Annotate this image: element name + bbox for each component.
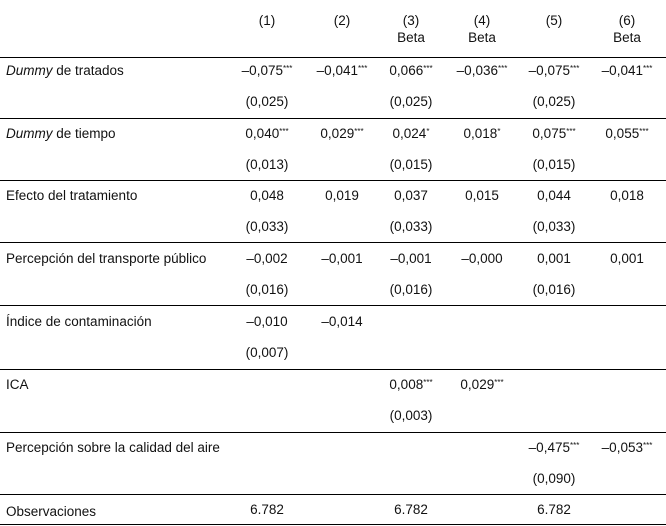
std-error-cell: (0,033) xyxy=(245,219,289,234)
std-error-cell: (0,016) xyxy=(389,282,433,297)
coefficient-cell: 0,029*** xyxy=(320,126,364,141)
coefficient-cell: –0,475*** xyxy=(528,440,580,455)
coefficient-cell: 0,048 xyxy=(250,188,284,203)
significance-stars: *** xyxy=(494,378,504,387)
coefficient-cell: 0,066*** xyxy=(389,63,433,78)
row-label: Dummy de tratados xyxy=(6,63,124,78)
significance-stars: *** xyxy=(282,64,293,73)
column-subtitle: Beta xyxy=(468,30,496,45)
std-error-cell: (0,090) xyxy=(532,471,576,486)
coefficient-cell: 0,001 xyxy=(610,251,644,266)
coefficient-cell: 0,055*** xyxy=(605,126,649,141)
coefficient-cell: –0,000 xyxy=(461,251,503,266)
coefficient-cell: –0,010 xyxy=(246,314,288,329)
observations-value: 6.782 xyxy=(250,502,284,517)
row-label-italic: Dummy xyxy=(6,126,53,141)
observations-value: 6.782 xyxy=(537,502,571,517)
significance-stars: *** xyxy=(423,64,433,73)
std-error-cell: (0,015) xyxy=(389,157,433,172)
coefficient-cell: 0,029*** xyxy=(460,377,504,392)
std-error-cell: (0,003) xyxy=(389,408,433,423)
significance-stars: * xyxy=(497,127,501,136)
coefficient-cell: –0,014 xyxy=(321,314,363,329)
coefficient-cell: 0,018 xyxy=(610,188,644,203)
row-divider xyxy=(0,432,666,433)
std-error-cell: (0,025) xyxy=(245,94,289,109)
column-number: (3) xyxy=(402,13,420,28)
significance-stars: *** xyxy=(566,127,576,136)
significance-stars: *** xyxy=(423,378,433,387)
row-label: Índice de contaminación xyxy=(6,314,152,329)
significance-stars: *** xyxy=(354,127,364,136)
coefficient-cell: –0,002 xyxy=(246,251,288,266)
std-error-cell: (0,033) xyxy=(532,219,576,234)
column-header xyxy=(452,12,512,46)
coefficient-cell: –0,001 xyxy=(321,251,363,266)
row-label-italic: Dummy xyxy=(6,63,53,78)
coefficient-cell: 0,015 xyxy=(465,188,499,203)
coefficient-cell: 0,001 xyxy=(537,251,571,266)
column-header xyxy=(597,12,657,46)
column-number: (6) xyxy=(618,13,636,28)
row-divider xyxy=(0,524,666,525)
column-subtitle: Beta xyxy=(613,30,641,45)
significance-stars: *** xyxy=(642,441,653,450)
coefficient-cell: 0,024* xyxy=(392,126,430,141)
coefficient-cell: 0,040*** xyxy=(245,126,289,141)
coefficient-cell: 0,018* xyxy=(463,126,501,141)
column-subtitle: Beta xyxy=(397,30,425,45)
row-divider xyxy=(0,180,666,181)
row-label: Dummy de tiempo xyxy=(6,126,116,141)
std-error-cell: (0,025) xyxy=(389,94,433,109)
row-divider xyxy=(0,242,666,243)
significance-stars: *** xyxy=(569,64,580,73)
coefficient-cell: 0,008*** xyxy=(389,377,433,392)
column-number: (1) xyxy=(258,13,276,28)
coefficient-cell: –0,075*** xyxy=(528,63,580,78)
coefficient-cell: –0,041*** xyxy=(316,63,368,78)
std-error-cell: (0,016) xyxy=(245,282,289,297)
observations-value: 6.782 xyxy=(394,502,428,517)
significance-stars: *** xyxy=(279,127,289,136)
std-error-cell: (0,013) xyxy=(245,157,289,172)
column-number: (5) xyxy=(545,13,563,28)
row-divider xyxy=(0,369,666,370)
std-error-cell: (0,033) xyxy=(389,219,433,234)
row-label: ICA xyxy=(6,377,29,392)
coefficient-cell: –0,041*** xyxy=(601,63,653,78)
std-error-cell: (0,007) xyxy=(245,345,289,360)
row-label: Percepción sobre la calidad del aire xyxy=(6,440,220,455)
column-header xyxy=(312,12,372,29)
std-error-cell: (0,016) xyxy=(532,282,576,297)
std-error-cell: (0,025) xyxy=(532,94,576,109)
row-divider xyxy=(0,305,666,306)
row-label: Efecto del tratamiento xyxy=(6,188,138,203)
observations-label: Observaciones xyxy=(6,504,97,519)
coefficient-cell: –0,036*** xyxy=(456,63,508,78)
column-number: (4) xyxy=(473,13,491,28)
row-divider xyxy=(0,57,666,58)
column-header xyxy=(237,12,297,29)
significance-stars: *** xyxy=(357,64,368,73)
column-header xyxy=(381,12,441,46)
coefficient-cell: –0,001 xyxy=(390,251,432,266)
row-divider xyxy=(0,118,666,119)
coefficient-cell: 0,075*** xyxy=(532,126,576,141)
column-number: (2) xyxy=(333,13,351,28)
coefficient-cell: 0,037 xyxy=(394,188,428,203)
column-header xyxy=(524,12,584,29)
coefficient-cell: –0,075*** xyxy=(241,63,293,78)
row-divider xyxy=(0,494,666,495)
significance-stars: *** xyxy=(639,127,649,136)
significance-stars: *** xyxy=(497,64,508,73)
coefficient-cell: 0,044 xyxy=(537,188,571,203)
coefficient-cell: 0,019 xyxy=(325,188,359,203)
significance-stars: *** xyxy=(642,64,653,73)
significance-stars: * xyxy=(426,127,430,136)
significance-stars: *** xyxy=(569,441,580,450)
std-error-cell: (0,015) xyxy=(532,157,576,172)
coefficient-cell: –0,053*** xyxy=(601,440,653,455)
row-label: Percepción del transporte público xyxy=(6,251,207,266)
